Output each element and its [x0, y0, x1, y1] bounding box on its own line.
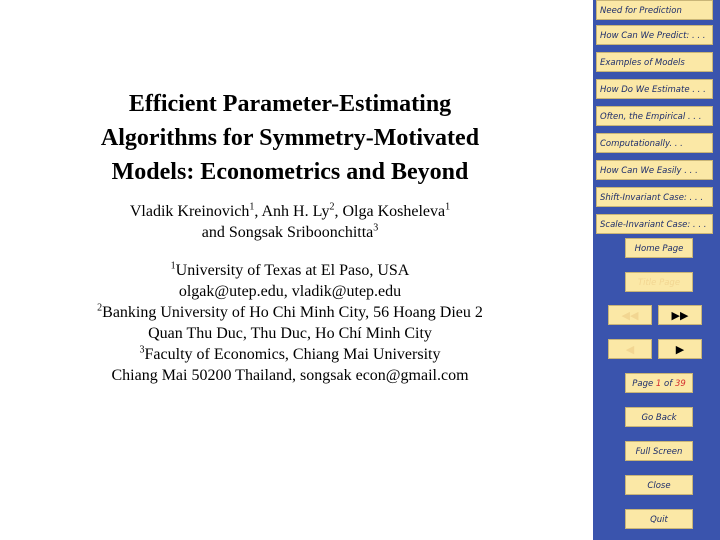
author-affil-sup: 1: [249, 201, 255, 213]
author-name: Anh H. Ly: [261, 203, 330, 220]
go-back-button[interactable]: Go Back: [625, 407, 693, 427]
page-of-label: of: [664, 379, 673, 389]
right-arrow-icon: ▶: [675, 342, 685, 356]
affiliation-text: Banking University of Ho Chi Minh City, 56 Hoang Dieu 2: [102, 304, 483, 321]
sidebar-item-computationally[interactable]: Computationally. . .: [596, 133, 713, 153]
author-affil-sup: 1: [445, 201, 451, 213]
affil-sup: 1: [170, 260, 176, 272]
current-page-number: 1: [655, 379, 662, 389]
affiliation-text: University of Texas at El Paso, USA: [175, 262, 410, 279]
full-screen-button[interactable]: Full Screen: [625, 441, 693, 461]
quit-button[interactable]: Quit: [625, 509, 693, 529]
back-button[interactable]: [608, 339, 652, 359]
sidebar-item-need-for-prediction[interactable]: Need for Prediction: [596, 0, 713, 20]
title-line-2: Algorithms for Symmetry-Motivated: [100, 125, 480, 151]
sidebar-item-scale-invariant-case[interactable]: Scale-Invariant Case: . . .: [596, 214, 713, 234]
title-line-1: Efficient Parameter-Estimating: [128, 91, 452, 117]
affiliation-line: [40, 302, 540, 323]
fast-forward-button[interactable]: [658, 305, 702, 325]
double-right-arrow-icon: ▶▶: [671, 308, 689, 322]
affiliation-line: olgak@utep.edu, vladik@utep.edu: [178, 283, 402, 300]
author-name: Olga Kosheleva: [342, 203, 446, 220]
page-label: Page: [632, 379, 654, 389]
fast-back-button[interactable]: [608, 305, 652, 325]
sidebar-item-how-can-we-predict[interactable]: How Can We Predict: . . .: [596, 25, 713, 45]
sidebar-item-examples-of-models[interactable]: Examples of Models: [596, 52, 713, 72]
affiliation-text: Faculty of Economics, Chiang Mai University: [144, 346, 441, 363]
affiliation-line: Chiang Mai 50200 Thailand, songsak econ@gmail.com: [111, 367, 469, 384]
author-name: and Songsak Sriboonchitta: [201, 224, 374, 241]
title-page-button[interactable]: Title Page: [625, 272, 693, 292]
affiliations: [40, 260, 540, 386]
title-line-3: Models: Econometrics and Beyond: [111, 159, 469, 185]
double-left-arrow-icon: ◀◀: [621, 308, 639, 322]
home-page-button[interactable]: Home Page: [625, 238, 693, 258]
sidebar-item-often-the-empirical[interactable]: Often, the Empirical . . .: [596, 106, 713, 126]
affiliation-line: [40, 344, 540, 365]
close-button[interactable]: Close: [625, 475, 693, 495]
total-pages-number: 39: [674, 379, 686, 389]
author-list: [40, 201, 540, 243]
author-affil-sup: 2: [329, 201, 335, 213]
sidebar-item-shift-invariant-case[interactable]: Shift-Invariant Case: . . .: [596, 187, 713, 207]
authors-line-2: [40, 222, 540, 243]
slide-title: [40, 87, 540, 189]
affiliation-line: [40, 260, 540, 281]
affiliation-line: Quan Thu Duc, Thu Duc, Ho Chí Minh City: [148, 325, 432, 342]
author-affil-sup: 3: [373, 222, 379, 234]
author-name: Vladik Kreinovich: [129, 203, 250, 220]
sidebar-item-how-do-we-estimate[interactable]: How Do We Estimate . . .: [596, 79, 713, 99]
page-indicator: [625, 373, 693, 393]
left-arrow-icon: ◀: [625, 342, 635, 356]
affil-sup: 2: [97, 302, 103, 314]
affil-sup: 3: [139, 344, 145, 356]
sidebar-item-how-can-we-easily[interactable]: How Can We Easily . . .: [596, 160, 713, 180]
authors-line-1: Vladik Kreinovich$^1$, Anh H. Ly$^2$, Olga Kosheleva$^1$: [129, 201, 451, 220]
forward-button[interactable]: [658, 339, 702, 359]
navigation-sidebar: [593, 0, 720, 540]
